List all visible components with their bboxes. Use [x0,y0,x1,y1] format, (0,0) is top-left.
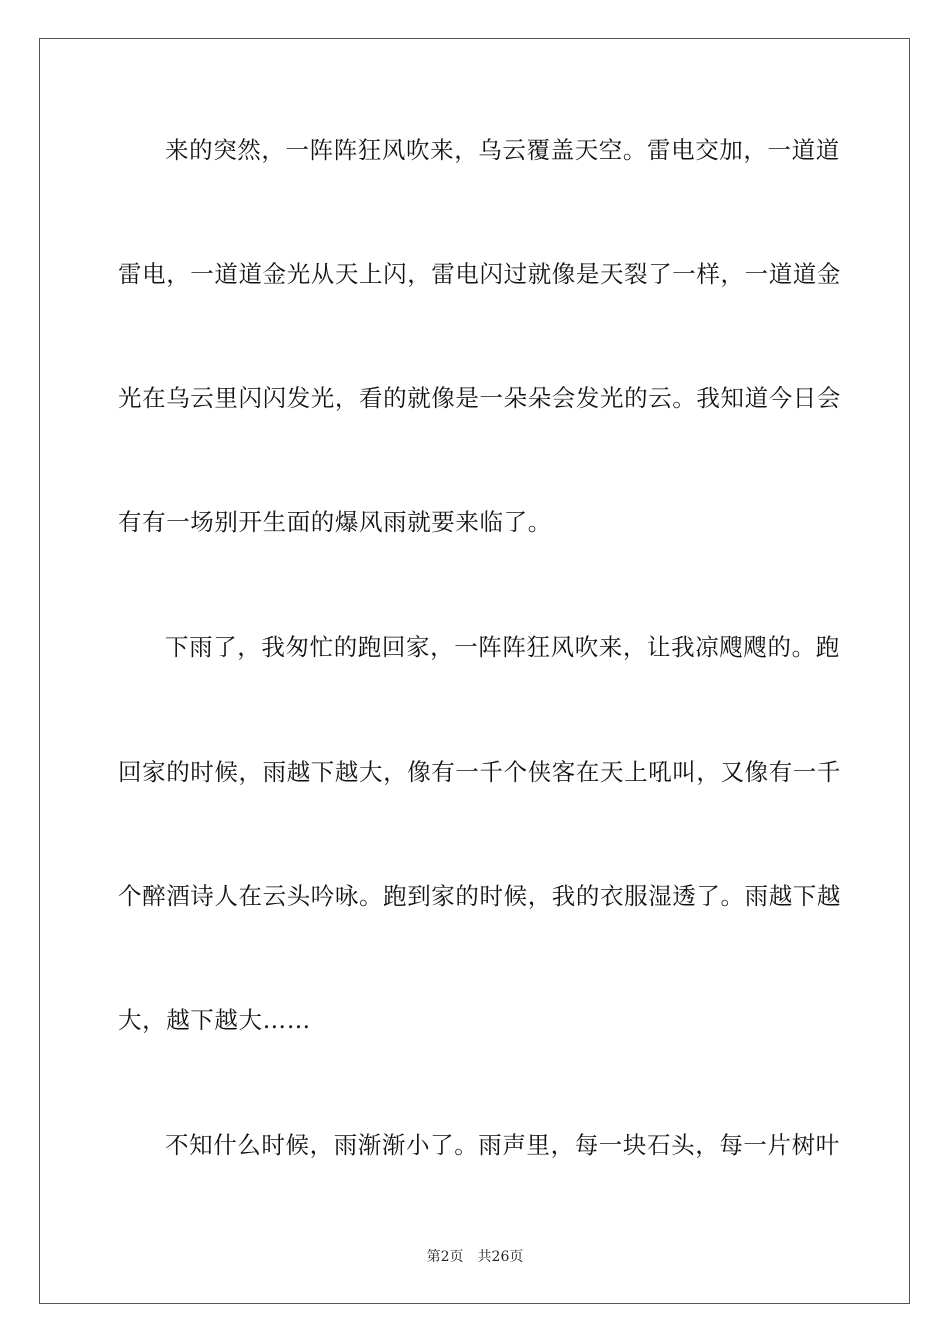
page-number: 第2页 [426,1249,464,1265]
text-line-4: 有有一场别开生面的爆风雨就要来临了。 [118,508,552,536]
text-line-9: 不知什么时候，雨渐渐小了。雨声里，每一块石头，每一片树叶 [165,1131,840,1159]
text-line-8: 大，越下越大…… [118,1006,311,1034]
page-total: 共26页 [477,1249,524,1265]
text-line-6: 回家的时候，雨越下越大，像有一千个侠客在天上吼叫，又像有一千 [118,758,841,786]
text-line-1: 来的突然，一阵阵狂风吹来，乌云覆盖天空。雷电交加，一道道 [165,136,840,164]
page-border [39,38,910,1304]
text-line-5: 下雨了，我匆忙的跑回家，一阵阵狂风吹来，让我凉飕飕的。跑 [165,633,840,661]
text-line-7: 个醉酒诗人在云头吟咏。跑到家的时候，我的衣服湿透了。雨越下越 [118,882,841,910]
text-line-3: 光在乌云里闪闪发光，看的就像是一朵朵会发光的云。我知道今日会 [118,384,841,412]
page-footer [0,1247,950,1267]
text-line-2: 雷电，一道道金光从天上闪，雷电闪过就像是天裂了一样，一道道金 [118,260,841,288]
